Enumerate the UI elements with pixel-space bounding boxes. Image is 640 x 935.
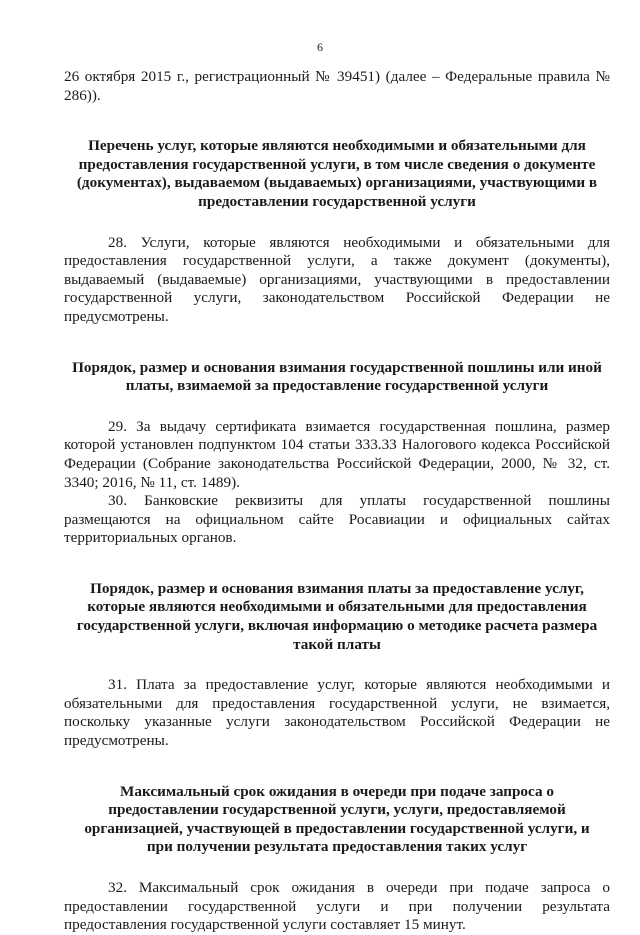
paragraph-30: 30. Банковские реквизиты для уплаты государственной пошлины размещаются на официальном сайте Росавиации и официальных сайтах территориальных органов. bbox=[64, 492, 610, 547]
paragraph-32: 32. Максимальный срок ожидания в очереди при подаче запроса о предоставлении государственной услуги и при получении результата предоставления государственной услуги составляет 15 минут. bbox=[64, 879, 610, 934]
section-heading-state-fee: Порядок, размер и основания взимания государственной пошлины или иной платы, взимаемой за предоставление государственной услуги bbox=[72, 358, 602, 395]
section-heading-service-fee: Порядок, размер и основания взимания платы за предоставление услуг, которые являются необходимыми и обязательными для предоставления государственной услуги, включая информацию о методике расчета размера такой платы bbox=[76, 579, 598, 653]
page-content bbox=[64, 68, 610, 935]
page-number: 6 bbox=[317, 40, 323, 54]
section-heading-services-list: Перечень услуг, которые являются необходимыми и обязательными для предоставления государственной услуги, в том числе сведения о документе (документах), выдаваемом (выдаваемых) организациями, участвующими в предоставлении государственной услуги bbox=[76, 137, 598, 210]
section-heading-queue-time: Максимальный срок ожидания в очереди при подаче запроса о предоставлении государственной услуги, услуги, предоставляемой организацией, участвующей в предоставлении государственной услуги, и при получении результата предоставления таких услуг bbox=[84, 782, 590, 856]
paragraph-28: 28. Услуги, которые являются необходимыми и обязательными для предоставления государственной услуги, а также документ (документы), выдаваемый (выдаваемые) организациями, участвующими в предоставлении государственной услуги, законодательством Российской Федерации не предусмотрены. bbox=[64, 233, 610, 325]
paragraph-31: 31. Плата за предоставление услуг, которые являются необходимыми и обязательными для предоставления государственной услуги, не взимается, поскольку указанные услуги законодательством Российской Федерации не предусмотрены. bbox=[64, 676, 610, 750]
intro-paragraph: 26 октября 2015 г., регистрационный № 39451) (далее – Федеральные правила № 286)). bbox=[64, 68, 610, 104]
paragraph-29: 29. За выдачу сертификата взимается государственная пошлина, размер которой установлен подпунктом 104 статьи 333.33 Налогового кодекса Российской Федерации (Собрание законодательства Российской Федерации, 2000, № 32, ст. 3340; 2016, № 11, ст. 1489). bbox=[64, 417, 610, 491]
